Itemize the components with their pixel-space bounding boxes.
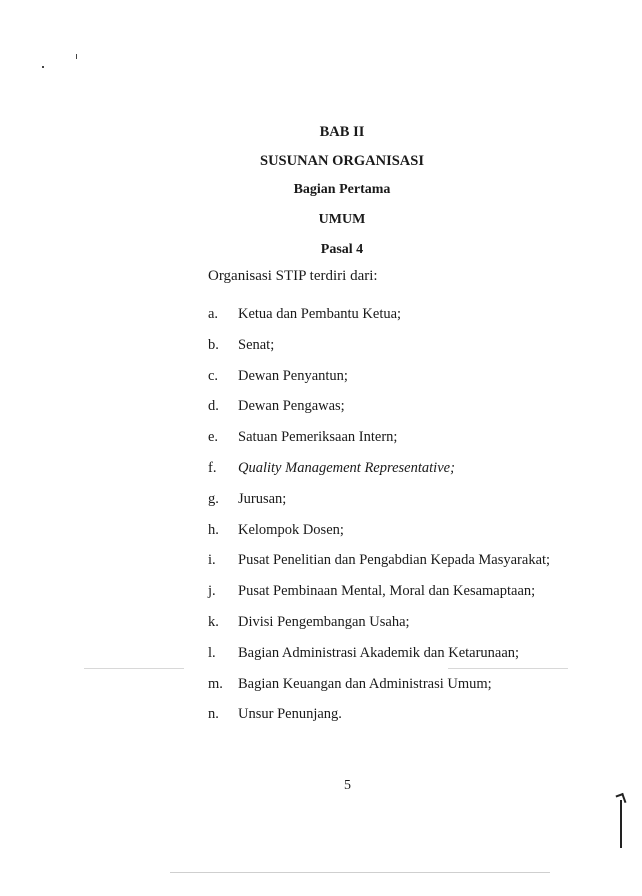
chapter-title: SUSUNAN ORGANISASI [260, 153, 424, 169]
scan-artifact-line [170, 872, 550, 873]
list-marker: b. [208, 336, 219, 353]
scan-speck [42, 66, 44, 68]
section-heading: UMUM [318, 212, 366, 227]
list-marker: a. [208, 306, 219, 322]
list-marker: h. [208, 521, 219, 538]
article-heading: Pasal 4 [320, 242, 364, 257]
list-marker: f. [208, 459, 217, 476]
list-item-text: Unsur Penunjang. [238, 706, 342, 723]
list-item-text: Satuan Pemeriksaan Intern; [238, 429, 398, 446]
list-item-text: Quality Management Representative; [238, 459, 455, 476]
chapter-heading: BAB II [319, 124, 365, 140]
list-marker: c. [208, 367, 219, 384]
intro-paragraph: Organisasi STIP terdiri dari: [208, 268, 378, 284]
list-item-text: Pusat Penelitian dan Pengabdian Kepada Masyarakat; [238, 552, 551, 569]
list-item-text: Bagian Keuangan dan Administrasi Umum; [238, 675, 492, 692]
scan-artifact-mark [620, 800, 622, 848]
list-marker: d. [208, 398, 219, 415]
page-number: 5 [344, 778, 351, 793]
list-item-text: Bagian Administrasi Akademik dan Ketarunaan; [238, 644, 520, 661]
list-marker: i. [208, 552, 216, 569]
list-item-text: Ketua dan Pembantu Ketua; [238, 306, 402, 322]
scan-artifact-line [84, 668, 184, 669]
scan-artifact-line [448, 668, 568, 669]
list-item-text: Pusat Pembinaan Mental, Moral dan Kesamaptaan; [238, 583, 536, 600]
list-marker: j. [208, 583, 216, 600]
list-item-text: Divisi Pengembangan Usaha; [238, 613, 410, 630]
list-marker: n. [208, 706, 219, 723]
list-item-text: Senat; [238, 336, 275, 353]
list-item-text: Dewan Penyantun; [238, 367, 348, 384]
list-marker: e. [208, 429, 219, 446]
part-heading: Bagian Pertama [293, 182, 391, 197]
list-marker: k. [208, 613, 219, 630]
list-item-text: Jurusan; [238, 490, 287, 507]
list-item-text: Kelompok Dosen; [238, 521, 344, 538]
list-marker: m. [208, 675, 223, 692]
scan-speck [76, 54, 77, 59]
list-item-text: Dewan Pengawas; [238, 398, 345, 415]
list-marker: g. [208, 490, 219, 507]
list-marker: l. [208, 644, 216, 661]
